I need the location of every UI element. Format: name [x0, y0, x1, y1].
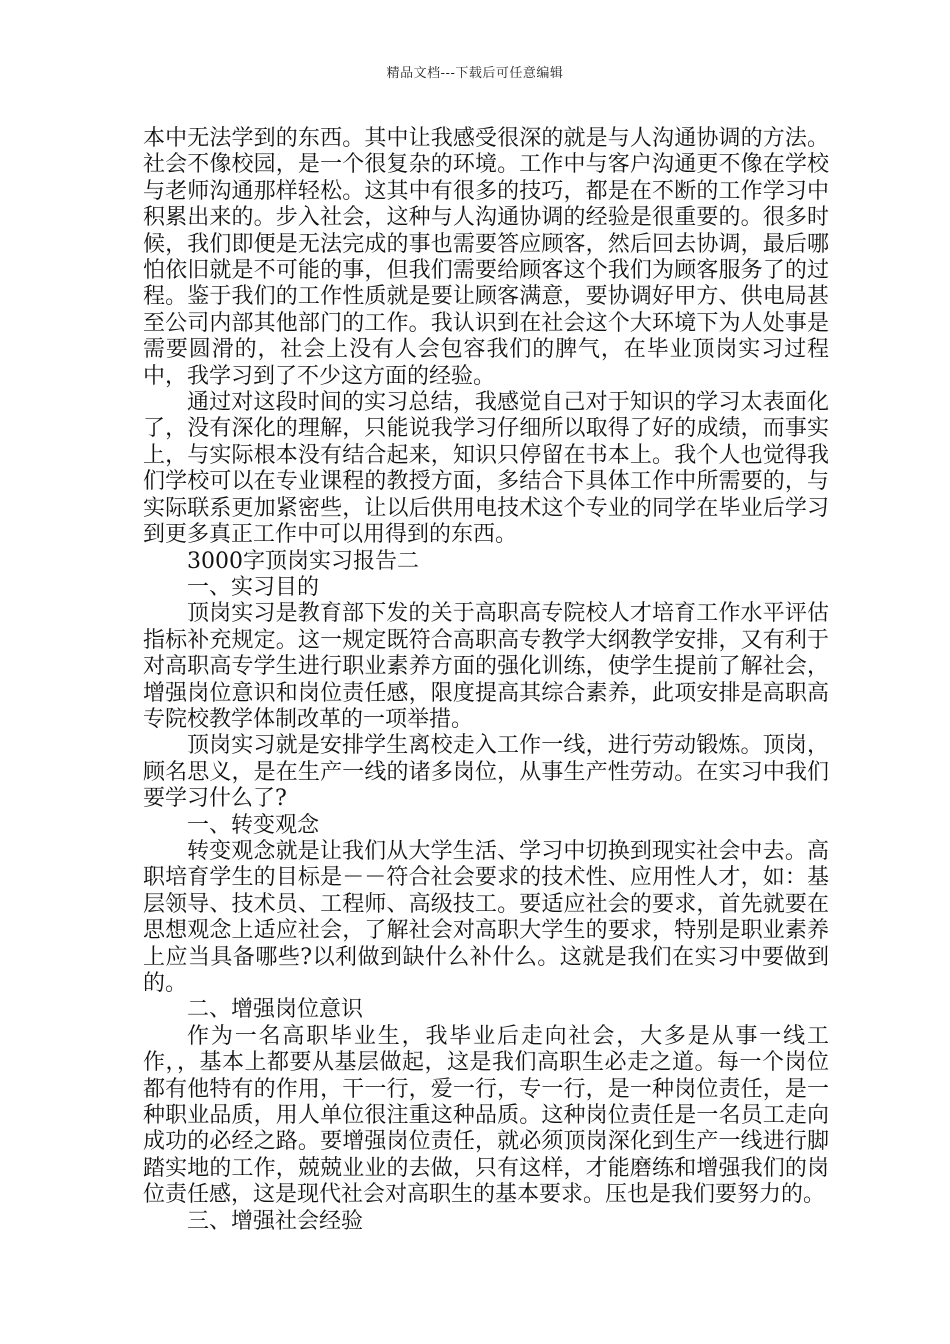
section-heading: 一、转变观念	[187, 812, 320, 838]
page-header: 精品文档---下载后可任意编辑	[386, 66, 564, 81]
paragraph: 作为一名高职毕业生，我毕业后走向社会，大多是从事一线工作，，基本上都要从基层做起，这是我们高职生必走之道。每一个岗位都有他特有的作用，干一行，爱一行，专一行，是一种岗位责任，是一种职业品质，用人单位很注重这种品质。这种岗位责任是一名员工走向成功的必经之路。要增强岗位责任，就必须顶岗深化到生产一线进行脚踏实地的工作，兢兢业业的去做，只有这样，才能磨练和增强我们的岗位责任感，这是现代社会对高职生的基本要求。压也是我们要努力的。	[143, 1023, 829, 1208]
paragraph: 本中无法学到的东西。其中让我感受很深的就是与人沟通协调的方法。社会不像校园，是一个很复杂的环境。工作中与客户沟通更不像在学校与老师沟通那样轻松。这其中有很多的技巧，都是在不断的工作学习中积累出来的。步入社会，这种与人沟通协调的经验是很重要的。很多时候，我们即便是无法完成的事也需要答应顾客，然后回去协调，最后哪怕依旧就是不可能的事，但我们需要给顾客这个我们为顾客服务了的过程。鉴于我们的工作性质就是要让顾客满意，要协调好甲方、供电局甚至公司内部其他部门的工作。我认识到在社会这个大环境下为人处事是需要圆滑的，社会上没有人会包容我们的脾气，在毕业顶岗实习过程中，我学习到了不少这方面的经验。	[143, 126, 829, 389]
paragraph: 转变观念就是让我们从大学生活、学习中切换到现实社会中去。高职培育学生的目标是－－符合社会要求的技术性、应用性人才，如：基层领导、技术员、工程师、高级技工。要适应社会的要求，首先就要在思想观念上适应社会，了解社会对高职大学生的要求，特别是职业素养上应当具备哪些?以利做到缺什么补什么。这就是我们在实习中要做到的。	[143, 838, 829, 996]
paragraph: 顶岗实习是教育部下发的关于高职高专院校人才培育工作水平评估指标补充规定。这一规定既符合高职高专教学大纲教学安排，又有利于对高职高专学生进行职业素养方面的强化训练，使学生提前了解社会，增强岗位意识和岗位责任感，限度提高其综合素养，此项安排是高职高专院校教学体制改革的一项举措。	[143, 601, 829, 732]
paragraph: 顶岗实习就是安排学生离校走入工作一线，进行劳动锻炼。顶岗，顾名思义，是在生产一线的诸多岗位，从事生产性劳动。在实习中我们要学习什么了?	[143, 733, 829, 812]
section-heading: 三、增强社会经验	[187, 1208, 364, 1234]
paragraph: 通过对这段时间的实习总结，我感觉自己对于知识的学习太表面化了，没有深化的理解，只能说我学习仔细所以取得了好的成绩，而事实上，与实际根本没有结合起来，知识只停留在书本上。我个人也觉得我们学校可以在专业课程的教授方面，多结合下具体工作中所需要的，与实际联系更加紧密些，让以后供用电技术这个专业的同学在毕业后学习到更多真正工作中可以用得到的东西。	[143, 390, 829, 548]
section-heading: 二、增强岗位意识	[187, 997, 364, 1023]
section-title: 3000字顶岗实习报告二	[187, 548, 419, 574]
document-body	[143, 126, 829, 1235]
section-heading: 一、实习目的	[187, 574, 320, 600]
